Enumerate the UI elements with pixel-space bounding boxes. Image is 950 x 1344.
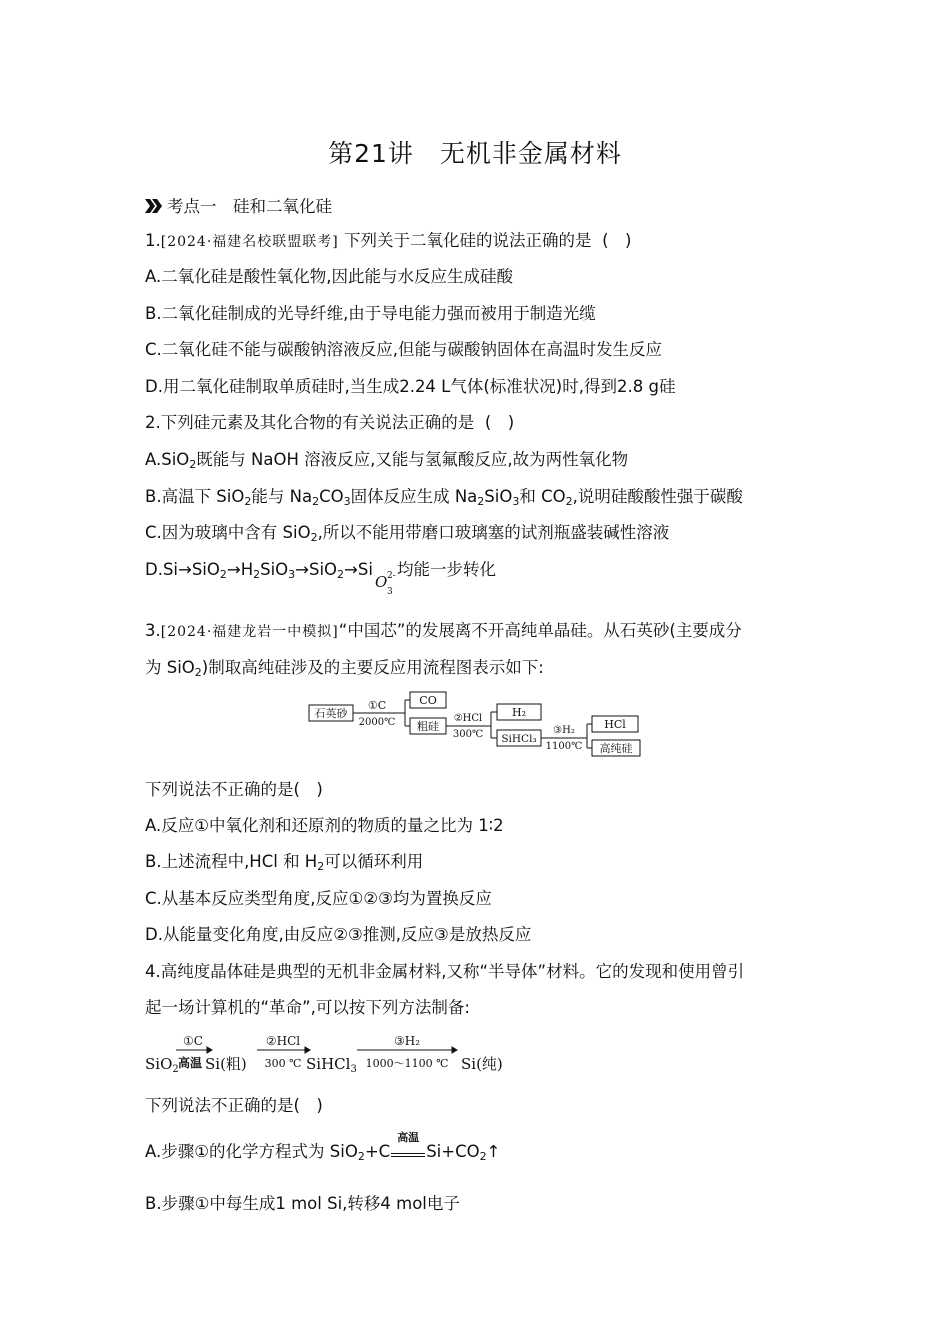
flow-pure: 高纯硅	[599, 742, 633, 755]
q2-option-b: B.高温下 SiO$_2$能与 $Na_2CO_3$固体反应生成 $Na_2SiO_3$和 $CO_2$,说明硅酸酸性强于碳酸	[145, 487, 743, 508]
prep-step3: ③H₂	[393, 1034, 421, 1048]
q3-ask: 下列说法不正确的是( )	[145, 780, 323, 799]
high-temp-label: 高温	[397, 1131, 420, 1144]
q2-text: 2.下列硅元素及其化合物的有关说法正确的是	[145, 413, 475, 432]
q3-number: 3.	[145, 621, 161, 640]
q3-stem-line1	[145, 620, 742, 643]
section-label: 考点一 硅和二氧化硅	[167, 197, 332, 216]
flow-temp2: 300℃	[452, 729, 484, 740]
q2-option-a: A.SiO$_2$既能与 NaOH 溶液反应,又能与氢氟酸反应,故为两性氧化物	[145, 450, 629, 471]
q3-text: “中国芯”的发展离不开高纯单晶硅。从石英砂(主要成分	[338, 621, 742, 640]
flow-crude: 粗硅	[417, 720, 439, 733]
q3-stem-line2: 为 SiO$_2$)制取高纯硅涉及的主要反应用流程图表示如下:	[145, 658, 544, 679]
answer-blank: ( )	[484, 413, 515, 432]
page-title: 第21讲 无机非金属材料	[328, 139, 622, 168]
q2-option-d: $D.Si\to SiO_2\to H_2SiO_3\to SiO_2\to Si$ O 3 2- 均能一步转化	[145, 560, 496, 597]
q3-option-b: B.上述流程中,HCl 和 $H_2$可以循环利用	[145, 852, 424, 873]
prep-cond2: 300 ℃	[264, 1057, 302, 1070]
q1-source: [2024·福建名校联盟联考]	[160, 234, 339, 250]
prep-cond3: 1000～1100 ℃	[365, 1057, 449, 1070]
flow-sihcl3: SiHCl₃	[501, 733, 537, 745]
prep-si-crude: Si(粗)	[205, 1055, 247, 1073]
silicon-preparation-scheme	[145, 1030, 525, 1078]
prep-sio2: SiO$_2$	[145, 1055, 179, 1075]
q4-option-b: B.步骤①中每生成1 mol Si,转移4 mol电子	[145, 1194, 460, 1213]
q2-option-c: C.因为玻璃中含有 SiO$_2$,所以不能用带磨口玻璃塞的试剂瓶盛装碱性溶液	[145, 523, 670, 544]
high-temp-equals-sign	[390, 1131, 426, 1163]
prep-sihcl3: SiHCl$_3$	[306, 1055, 357, 1075]
flow-step2: ②HCl	[453, 713, 483, 724]
flow-co: CO	[419, 694, 437, 707]
q1-stem	[145, 230, 637, 253]
q1-option-d: D.用二氧化硅制取单质硅时,当生成2.24 L气体(标准状况)时,得到2.8 g硅	[145, 377, 676, 396]
q3-source: [2024·福建龙岩一中模拟]	[160, 624, 339, 640]
flow-step3: ③H₂	[553, 725, 575, 736]
flow-hcl: HCl	[604, 718, 626, 731]
q1-option-b: B.二氧化硅制成的光导纤维,由于导电能力强而被用于制造光缆	[145, 304, 596, 323]
q4-option-a: A.步骤①的化学方程式为 SiO$_2$+C 高温 $Si+CO_2↑$	[145, 1141, 500, 1163]
prep-si-pure: Si(纯)	[461, 1055, 503, 1073]
prep-step1: ①C	[183, 1034, 203, 1048]
flow-quartz: 石英砂	[314, 707, 348, 720]
prep-step2: ②HCl	[265, 1034, 301, 1048]
q3-option-a: A.反应①中氧化剂和还原剂的物质的量之比为 1∶2	[145, 816, 504, 835]
q4-ask: 下列说法不正确的是( )	[145, 1096, 323, 1115]
q3-text-part: )制取高纯硅涉及的主要反应用流程图表示如下:	[201, 658, 544, 677]
section-heading	[145, 193, 332, 217]
q1-text: 下列关于二氧化硅的说法正确的是	[344, 231, 592, 250]
q3-option-d: D.从能量变化角度,由反应②③推测,反应③是放热反应	[145, 925, 532, 944]
flow-temp1: 2000℃	[358, 717, 396, 728]
double-chevron-icon	[145, 199, 163, 213]
flow-h2: H₂	[511, 706, 527, 719]
prep-cond1: 高温	[178, 1056, 203, 1070]
q3-option-c: C.从基本反应类型角度,反应①②③均为置换反应	[145, 889, 492, 908]
silicon-process-flowchart	[307, 690, 647, 762]
flow-step1: ①C	[367, 699, 387, 712]
q4-stem-line1: 4.高纯度晶体硅是典型的无机非金属材料,又称“半导体”材料。它的发现和使用曾引	[145, 962, 745, 981]
q1-option-a: A.二氧化硅是酸性氧化物,因此能与水反应生成硅酸	[145, 267, 513, 286]
q2-stem	[145, 412, 520, 434]
answer-blank: ( )	[602, 231, 632, 250]
q1-option-c: C.二氧化硅不能与碳酸钠溶液反应,但能与碳酸钠固体在高温时发生反应	[145, 340, 663, 359]
q1-number: 1.	[145, 231, 161, 250]
q3-text-part: 为 SiO	[145, 658, 195, 677]
q4-stem-line2: 起一场计算机的“革命”,可以按下列方法制备:	[145, 998, 470, 1017]
flow-temp3: 1100℃	[545, 741, 583, 752]
